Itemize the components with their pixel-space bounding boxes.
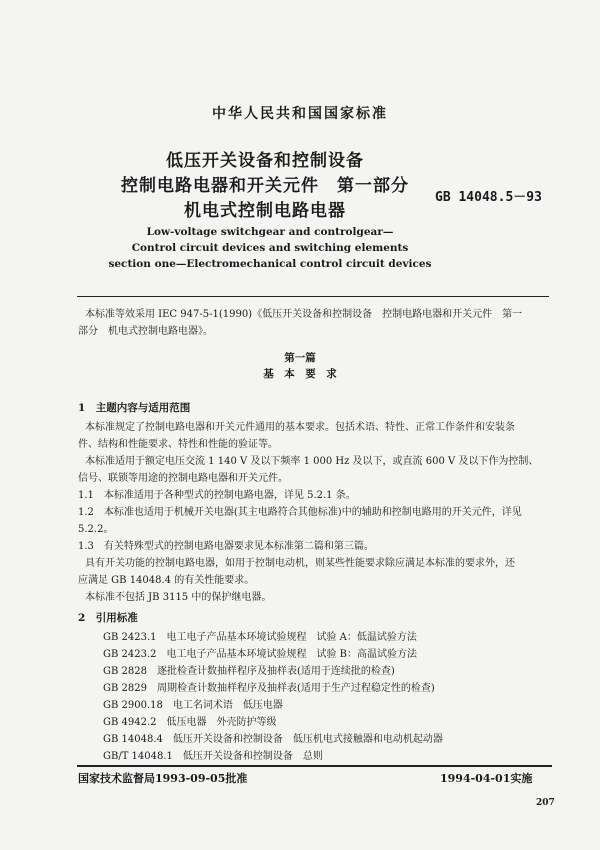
ref-item: GB 2423.2 电工电子产品基本环境试验规程 试验 B：高温试验方法 — [103, 649, 418, 660]
title-line-3: 机电式控制电路电器 — [184, 201, 346, 221]
intro-line-1: 本标准等效采用 IEC 947-5-1(1990)《低压开关设备和控制设备 控制电路电器和开关元件 第一 — [85, 309, 523, 320]
sec1-para3-line1: 具有开关功能的控制电路电器，如用于控制电动机，则某些性能要求除应满足本标准的要求外，还 — [85, 558, 515, 569]
section-1-heading: 1 主题内容与适用范围 — [78, 402, 191, 414]
sec1-para3-line2: 应满足 GB 14048.4 的有关性能要求。 — [78, 575, 255, 586]
footer-divider — [77, 765, 552, 767]
english-title-line-1: Low-voltage switchgear and controlgear— — [146, 226, 394, 238]
intro-line-2: 部分 机电式控制电路电器》。 — [78, 326, 213, 337]
title-line-1: 低压开关设备和控制设备 — [166, 151, 364, 171]
ref-item: GB 2900.18 电工名词术语 低压电器 — [103, 700, 283, 711]
clause-1-2-line2: 5.2.2。 — [78, 524, 114, 535]
ref-item: GB 2828 逐批检查计数抽样程序及抽样表(适用于连续批的检查) — [103, 666, 395, 677]
part-name: 第一篇 — [284, 352, 316, 364]
clause-1-1: 1.1 本标准适用于各种型式的控制电路电器，详见 5.2.1 条。 — [78, 490, 356, 501]
sec1-para2-line1: 本标准适用于额定电压交流 1 140 V 及以下频率 1 000 Hz 及以下，或直流 600 V 及以下作为控制、 — [85, 456, 539, 467]
effective-date: 1994-04-01实施 — [440, 772, 533, 785]
approval-date: 国家技术监督局1993-09-05批准 — [78, 772, 248, 785]
sec1-para2-line2: 信号、联锁等用途的控制电路电器和开关元件。 — [78, 473, 288, 484]
ref-item: GB 2423.1 电工电子产品基本环境试验规程 试验 A：低温试验方法 — [103, 632, 417, 643]
sec1-para1-line2: 件、结构和性能要求、特性和性能的验证等。 — [78, 439, 278, 450]
section-2-heading: 2 引用标准 — [78, 612, 138, 624]
english-title-line-2: Control circuit devices and switching elements — [131, 242, 409, 254]
part-title: 基 本 要 求 — [263, 368, 337, 380]
clause-1-3: 1.3 有关特殊型式的控制电路电器要求见本标准第二篇和第三篇。 — [78, 541, 374, 552]
title-line-2: 控制电路电器和开关元件 第一部分 — [121, 176, 409, 196]
ref-item: GB 14048.4 低压开关设备和控制设备 低压机电式接触器和电动机起动器 — [103, 734, 443, 745]
national-standard-header: 中华人民共和国国家标准 — [212, 106, 388, 122]
ref-item: GB 2829 周期检查计数抽样程序及抽样表(适用于生产过程稳定性的检查) — [103, 683, 435, 694]
top-divider — [77, 296, 549, 297]
ref-item: GB/T 14048.1 低压开关设备和控制设备 总则 — [103, 751, 323, 762]
sec1-para4: 本标准不包括 JB 3115 中的保护继电器。 — [85, 592, 272, 603]
standard-number: GB 14048.5－93 — [435, 190, 542, 205]
english-title-line-3: section one—Electromechanical control circuit devices — [108, 258, 432, 270]
clause-1-2-line1: 1.2 本标准也适用于机械开关电器(其主电路符合其他标准)中的辅助和控制电路用的开关元件，详见 — [78, 507, 522, 518]
sec1-para1-line1: 本标准规定了控制电路电器和开关元件通用的基本要求。包括术语、特性、正常工作条件和安装条 — [85, 422, 515, 433]
page-number: 207 — [536, 798, 555, 808]
ref-item: GB 4942.2 低压电器 外壳防护等级 — [103, 717, 277, 728]
